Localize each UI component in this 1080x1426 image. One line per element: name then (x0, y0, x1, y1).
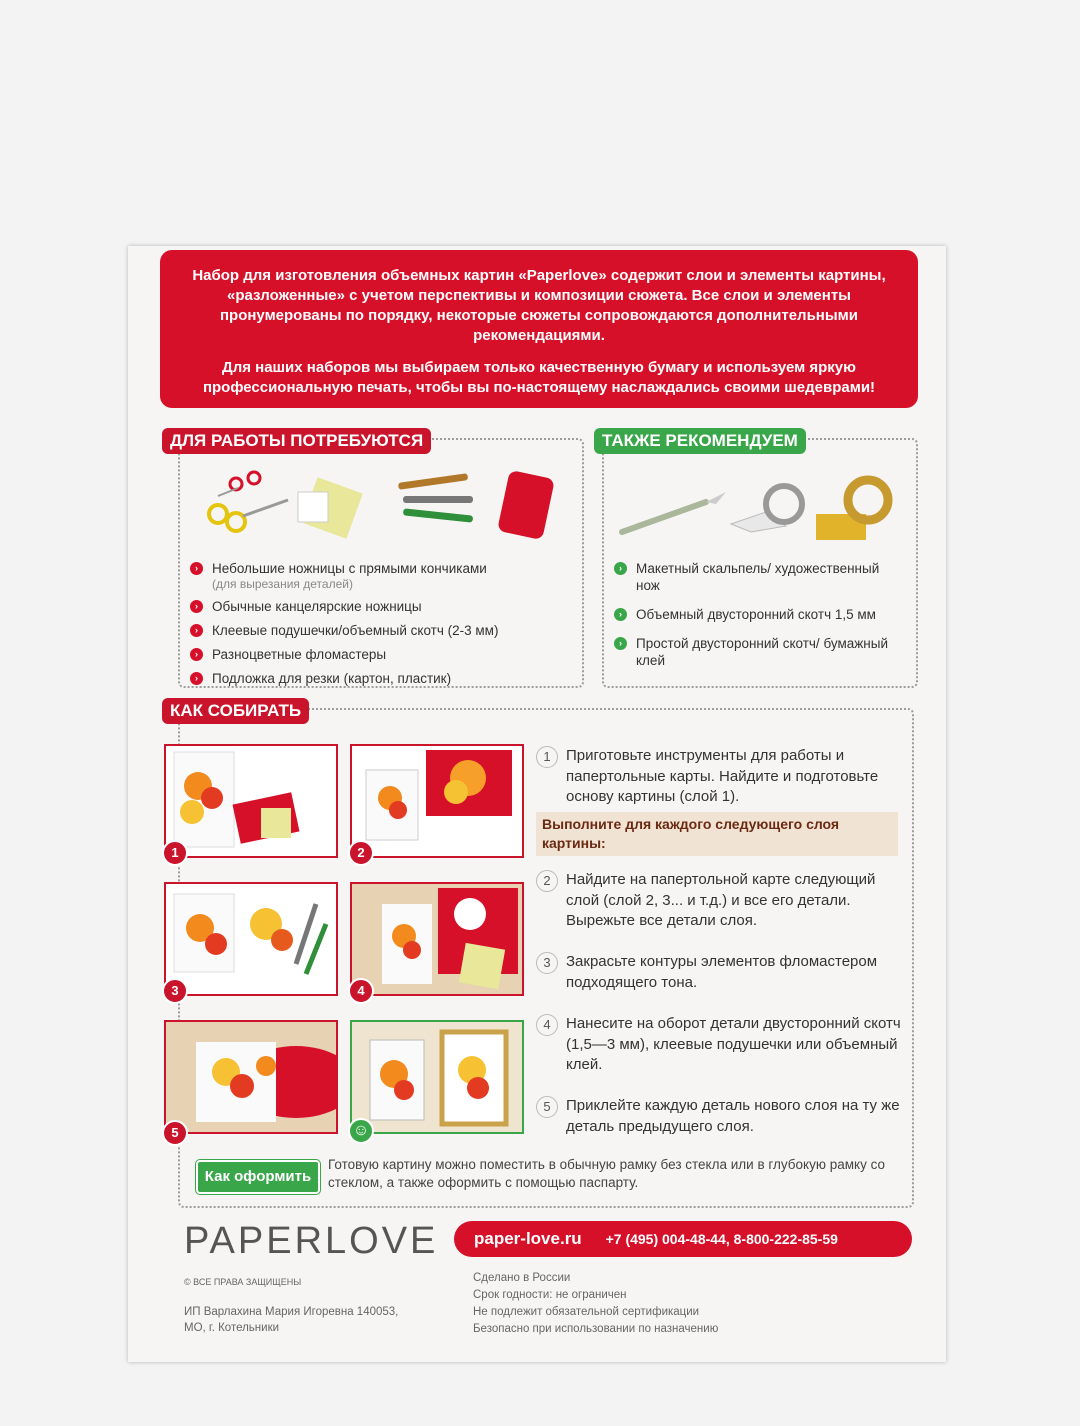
flowers-illustration (352, 884, 522, 994)
list-item: › Простой двусторонний скотч/ бумажный клей (614, 635, 904, 669)
company-line-2: МО, г. Котельники (184, 1322, 280, 1334)
quality-text: Для наших наборов мы выбираем только качественную бумагу и используем яркую профессиональную печать, чтобы вы по-настоящему наслаждались своими шедеврами! (202, 359, 876, 396)
paperlove-logo: PAPERLOVE (184, 1220, 439, 1262)
flowers-illustration (166, 746, 336, 856)
contacts-bar (454, 1221, 912, 1257)
instruction-number: 2 (536, 870, 558, 892)
intro-text: Набор для изготовления объемных картин «Paperlove» содержит слои и элементы картины, «разложенные» с учетом перспективы и композиции сюжета. Все слои и элементы пронумерованы по порядку, некоторые сюжеты сопровождаются дополнительными рекомендациями. (192, 267, 886, 344)
step-number: 3 (162, 978, 188, 1004)
tools-illustration (198, 464, 558, 544)
instruction-text: Найдите на папертольной карте следующий слой (слой 2, 3... и т.д.) и все его детали. Вырежьте все детали слоя. (566, 871, 876, 929)
list-item: › Подложка для резки (картон, пластик) (190, 670, 570, 687)
instruction-number: 3 (536, 952, 558, 974)
chevron-icon: › (614, 562, 627, 575)
step-image-final (350, 1020, 524, 1134)
phone-numbers: +7 (495) 004-48-44, 8-800-222-85-59 (605, 1231, 838, 1247)
instruction-number: 5 (536, 1096, 558, 1118)
highlight-note: Выполните для каждого следующего слоя картины: (536, 812, 898, 856)
instruction-sheet (128, 246, 946, 1362)
list-item: › Обычные канцелярские ножницы (190, 598, 570, 615)
foam-tape-icon (731, 486, 802, 532)
step-image-3 (164, 882, 338, 996)
list-item: › Клеевые подушечки/объемный скотч (2-3 мм) (190, 622, 570, 639)
step-image-4 (350, 882, 524, 996)
extra-tools-illustration (616, 474, 906, 544)
chevron-icon: › (190, 600, 203, 613)
smile-icon: ☺ (348, 1118, 374, 1144)
flowers-illustration (166, 1022, 336, 1132)
instruction-text: Нанесите на оборот детали двусторонний скотч (1,5—3 мм), клеевые подушечки или объемный клей. (566, 1015, 901, 1073)
required-list (190, 560, 570, 694)
chevron-icon: › (190, 624, 203, 637)
step-number: 1 (162, 840, 188, 866)
step-image-2 (350, 744, 524, 858)
framed-picture-illustration (352, 1022, 522, 1132)
cutting-mat-icon (497, 470, 555, 540)
site-link[interactable]: paper-love.ru (474, 1229, 582, 1248)
list-item: › Объемный двусторонний скотч 1,5 мм (614, 606, 904, 623)
chevron-icon: › (614, 637, 627, 650)
instruction-number: 1 (536, 746, 558, 768)
chevron-icon: › (614, 608, 627, 621)
flowers-illustration (352, 746, 522, 856)
rights-text: © ВСЕ ПРАВА ЗАЩИЩЕНЫ (184, 1277, 302, 1287)
step-image-1 (164, 744, 338, 858)
instruction-number: 4 (536, 1014, 558, 1036)
intro-banner (160, 250, 918, 408)
instruction-text: Закрасьте контуры элементов фломастером подходящего тона. (566, 953, 878, 991)
list-item: › Разноцветные фломастеры (190, 646, 570, 663)
chevron-icon: › (190, 562, 203, 575)
chevron-icon: › (190, 672, 203, 685)
glue-pads-icon (298, 477, 363, 539)
chevron-icon: › (190, 648, 203, 661)
markers-icon (398, 473, 473, 522)
step-number: 5 (162, 1120, 188, 1146)
scalpel-icon (622, 492, 726, 532)
step-image-5 (164, 1020, 338, 1134)
instruction-text: Приготовьте инструменты для работы и папертольные карты. Найдите и подготовьте основу картины (слой 1). (566, 747, 879, 805)
decorate-label: Как оформить (196, 1160, 320, 1194)
recommended-title: ТАКЖЕ РЕКОМЕНДУЕМ (594, 428, 806, 454)
list-item: › Небольшие ножницы с прямыми кончиками (для вырезания деталей) (190, 560, 570, 591)
required-title: ДЛЯ РАБОТЫ ПОТРЕБУЮТСЯ (162, 428, 431, 454)
list-item: › Макетный скальпель/ художественный нож (614, 560, 904, 594)
paper-tape-icon (816, 480, 888, 540)
product-info: Сделано в России Срок годности: не ограничен Не подлежит обязательной сертификации Безопасно при использовании по назначению (473, 1272, 719, 1335)
company-line-1: ИП Варлахина Мария Игоревна 140053, (184, 1306, 399, 1318)
decorate-note: Готовую картину можно поместить в обычную рамку без стекла или в глубокую рамку со стеклом, а также оформить с помощью паспарту. (328, 1157, 885, 1190)
step-number: 2 (348, 840, 374, 866)
scissors-icon (209, 472, 288, 531)
instruction-text: Приклейте каждую деталь нового слоя на ту же деталь предыдущего слоя. (566, 1097, 900, 1135)
recommended-list (614, 560, 904, 676)
step-number: 4 (348, 978, 374, 1004)
flowers-illustration (166, 884, 336, 994)
howto-title: КАК СОБИРАТЬ (162, 698, 309, 724)
